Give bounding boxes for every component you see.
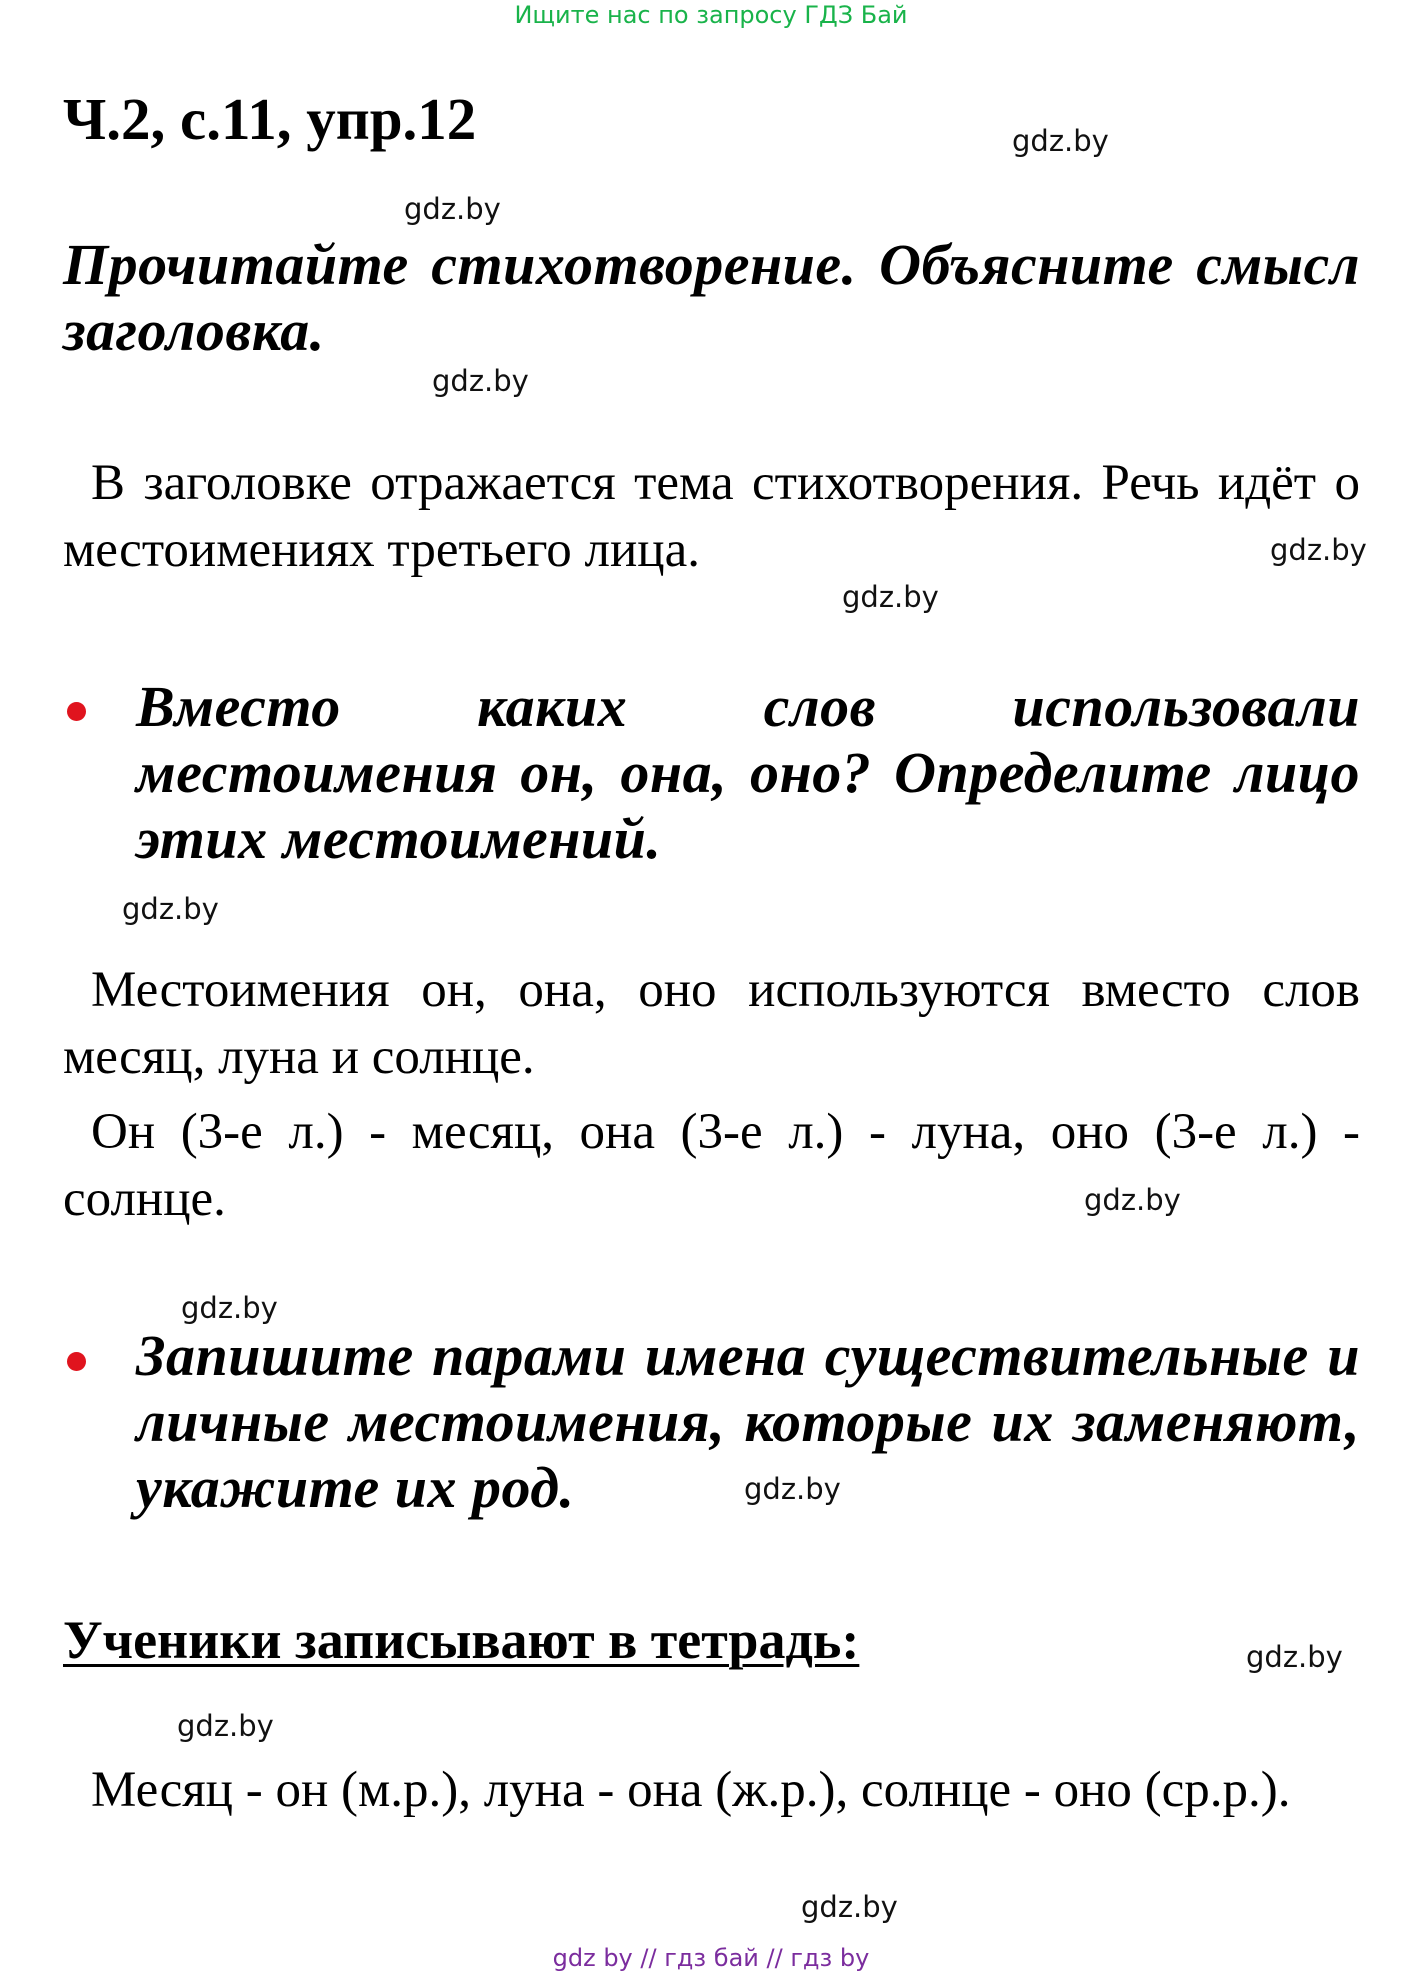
watermark: gdz.by xyxy=(842,580,939,614)
notebook-heading: Ученики записывают в тетрадь: xyxy=(63,1610,860,1670)
bullet-icon xyxy=(67,1352,86,1371)
watermark: gdz.by xyxy=(1012,124,1109,158)
watermark: gdz.by xyxy=(181,1291,278,1325)
watermark: gdz.by xyxy=(432,364,529,398)
watermark: gdz.by xyxy=(1246,1640,1343,1674)
top-banner: Ищите нас по запросу ГДЗ Бай xyxy=(514,1,908,29)
bullet-icon xyxy=(67,702,86,721)
watermark: gdz.by xyxy=(801,1890,898,1924)
footer-links: gdz by // гдз бай // гдз by xyxy=(552,1944,870,1972)
watermark: gdz.by xyxy=(177,1709,274,1743)
answer-paragraph-2a: Местоимения он, она, оно используются вместо слов месяц, луна и солнце. xyxy=(63,962,1360,1085)
task-prompt-3: Запишите парами имена существительные и личные местоимения, которые их заменяют, укажите их род. xyxy=(136,1323,1360,1520)
watermark: gdz.by xyxy=(1084,1183,1181,1217)
task-prompt-2: Вместо каких слов использовали местоимения он, она, оно? Определите лицо этих местоимений. xyxy=(136,674,1360,871)
task-prompt-1: Прочитайте стихотворение. Объясните смысл заголовка. xyxy=(63,232,1360,363)
answer-paragraph-2b: Он (3-е л.) - месяц, она (3-е л.) - луна, оно (3-е л.) - солнце. xyxy=(63,1104,1360,1227)
answer-paragraph-1: В заголовке отражается тема стихотворения. Речь идёт о местоимениях третьего лица. xyxy=(63,455,1360,578)
watermark: gdz.by xyxy=(404,192,501,226)
watermark: gdz.by xyxy=(744,1472,841,1506)
answer-paragraph-3: Месяц - он (м.р.), луна - она (ж.р.), солнце - оно (ср.р.). xyxy=(91,1762,1291,1818)
watermark: gdz.by xyxy=(1270,533,1367,567)
watermark: gdz.by xyxy=(122,892,219,926)
page-title: Ч.2, с.11, упр.12 xyxy=(63,86,477,152)
